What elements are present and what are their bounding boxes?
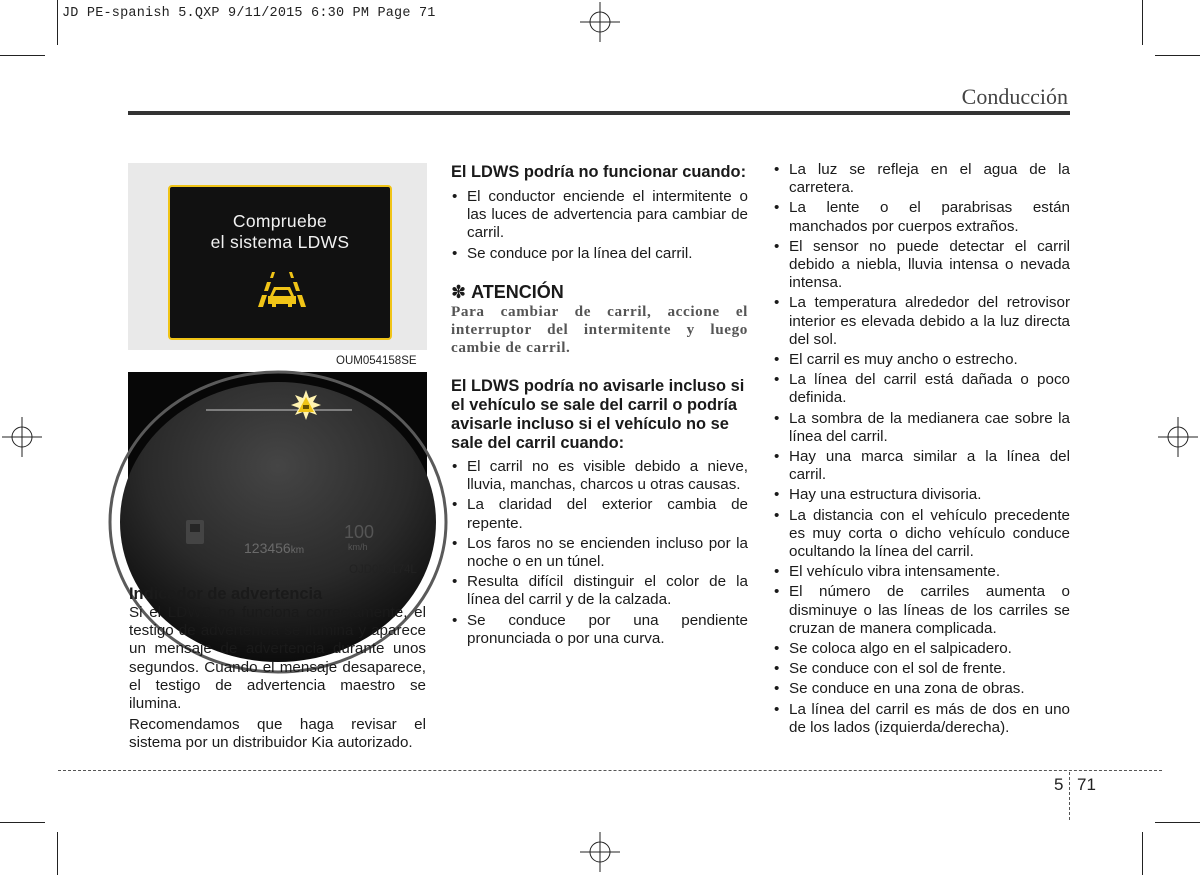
bullet-list bbox=[773, 161, 1070, 737]
list-item: • La claridad del exterior cambia de repente. bbox=[451, 496, 748, 532]
list-item: • Se conduce por la línea del carril. bbox=[451, 245, 748, 263]
section-heading: Indicador de advertencia bbox=[129, 585, 323, 603]
screen-message-line-2: el sistema LDWS bbox=[210, 232, 350, 252]
column-1 bbox=[129, 585, 426, 753]
list-item: • Resulta difícil distinguir el color de la línea del carril y de la calzada. bbox=[451, 573, 748, 609]
section-title: Conducción bbox=[961, 84, 1068, 109]
list-item: • Se conduce con el sol de frente. bbox=[773, 660, 1070, 678]
list-item: • El sensor no puede detectar el carril debido a niebla, lluvia intensa o nevada intensa. bbox=[773, 238, 1070, 293]
column-2 bbox=[451, 163, 748, 650]
caution-icon: ✽ bbox=[451, 281, 467, 302]
caution-title: ATENCIÓN bbox=[471, 281, 564, 302]
odometer-value: 123456 bbox=[244, 540, 291, 556]
page-number: 71 bbox=[1077, 775, 1096, 794]
caution-text: Para cambiar de carril, accione el interruptor del intermitente y luego cambie de carril. bbox=[451, 303, 748, 357]
list-item: • La luz se refleja en el agua de la carretera. bbox=[773, 161, 1070, 197]
lane-warning-indicator-icon bbox=[290, 389, 322, 421]
list-item: • Se conduce por una pendiente pronunciada o por una curva. bbox=[451, 612, 748, 648]
lane-departure-warning-icon bbox=[250, 271, 314, 309]
list-item: • El número de carriles aumenta o disminuye o las líneas de los carriles se cruzan de manera complicada. bbox=[773, 583, 1070, 638]
list-item: • El conductor enciende el intermitente o las luces de advertencia para cambiar de carril. bbox=[451, 188, 748, 243]
caution-heading bbox=[451, 283, 748, 301]
page-number-divider bbox=[1069, 772, 1071, 820]
registration-mark-icon bbox=[580, 2, 620, 42]
figure-caption: OUM054158SE bbox=[336, 355, 417, 367]
cluster-message-screen bbox=[168, 185, 392, 340]
registration-mark-icon bbox=[1158, 417, 1198, 457]
section-heading: El LDWS podría no funcionar cuando: bbox=[451, 163, 747, 181]
registration-mark-icon bbox=[580, 832, 620, 872]
list-item: • La línea del carril es más de dos en uno de los lados (izquierda/derecha). bbox=[773, 701, 1070, 737]
list-item: • Hay una marca similar a la línea del carril. bbox=[773, 448, 1070, 484]
cluster-indicator-figure bbox=[128, 372, 427, 556]
list-item: • El carril no es visible debido a nieve, lluvia, manchas, charcos u otras causas. bbox=[451, 458, 748, 494]
list-item: • El vehículo vibra intensamente. bbox=[773, 563, 1070, 581]
list-item: • Se coloca algo en el salpicadero. bbox=[773, 640, 1070, 658]
footer-dashed-rule bbox=[58, 770, 1162, 771]
ldws-message-figure bbox=[128, 163, 427, 350]
speed-mark: 100 bbox=[344, 522, 375, 542]
odometer-unit: km bbox=[290, 545, 305, 556]
bullet-list bbox=[451, 188, 748, 263]
list-item: • Se conduce en una zona de obras. bbox=[773, 680, 1070, 698]
column-3 bbox=[773, 161, 1070, 739]
list-item: • La temperatura alrededor del retrovisor interior es elevada debido a la luz directa del sol. bbox=[773, 294, 1070, 349]
list-item: • La sombra de la medianera cae sobre la línea del carril. bbox=[773, 410, 1070, 446]
screen-message-line-1: Compruebe bbox=[232, 211, 328, 231]
paragraph: Si el LDWS no funciona correctamente, el testigo de advertencia se ilumina y aparece un mensaje de advertencia durante unos segundos. Cuando el mensaje desaparece, el testigo de advertencia maestro se ilumina. bbox=[129, 604, 426, 713]
list-item: • El carril es muy ancho o estrecho. bbox=[773, 351, 1070, 369]
registration-mark-icon bbox=[2, 417, 42, 457]
header-rule bbox=[128, 111, 1070, 115]
list-item: • La línea del carril está dañada o poco definida. bbox=[773, 371, 1070, 407]
speed-unit: km/h bbox=[348, 542, 368, 552]
bullet-list bbox=[451, 458, 748, 648]
list-item: • La lente o el parabrisas están manchados por cuerpos extraños. bbox=[773, 199, 1070, 235]
chapter-number: 5 bbox=[1054, 775, 1064, 794]
odometer-readout bbox=[244, 540, 304, 556]
figure-caption: OJD055174L bbox=[349, 564, 417, 576]
list-item: • Hay una estructura divisoria. bbox=[773, 486, 1070, 504]
paragraph: Recomendamos que haga revisar el sistema por un distribuidor Kia autorizado. bbox=[129, 716, 426, 752]
printer-slug: JD PE-spanish 5.QXP 9/11/2015 6:30 PM Page 71 bbox=[62, 6, 436, 21]
list-item: • Los faros no se encienden incluso por la noche o en un túnel. bbox=[451, 535, 748, 571]
list-item: • La distancia con el vehículo precedente es muy corta o dicho vehículo conduce ocultando la línea del carril. bbox=[773, 507, 1070, 562]
section-heading: El LDWS podría no avisarle incluso si el vehículo se sale del carril o podría avisarle incluso si el vehículo no se sale del carril cuando: bbox=[451, 377, 745, 453]
instrument-cluster-illustration bbox=[128, 372, 427, 550]
